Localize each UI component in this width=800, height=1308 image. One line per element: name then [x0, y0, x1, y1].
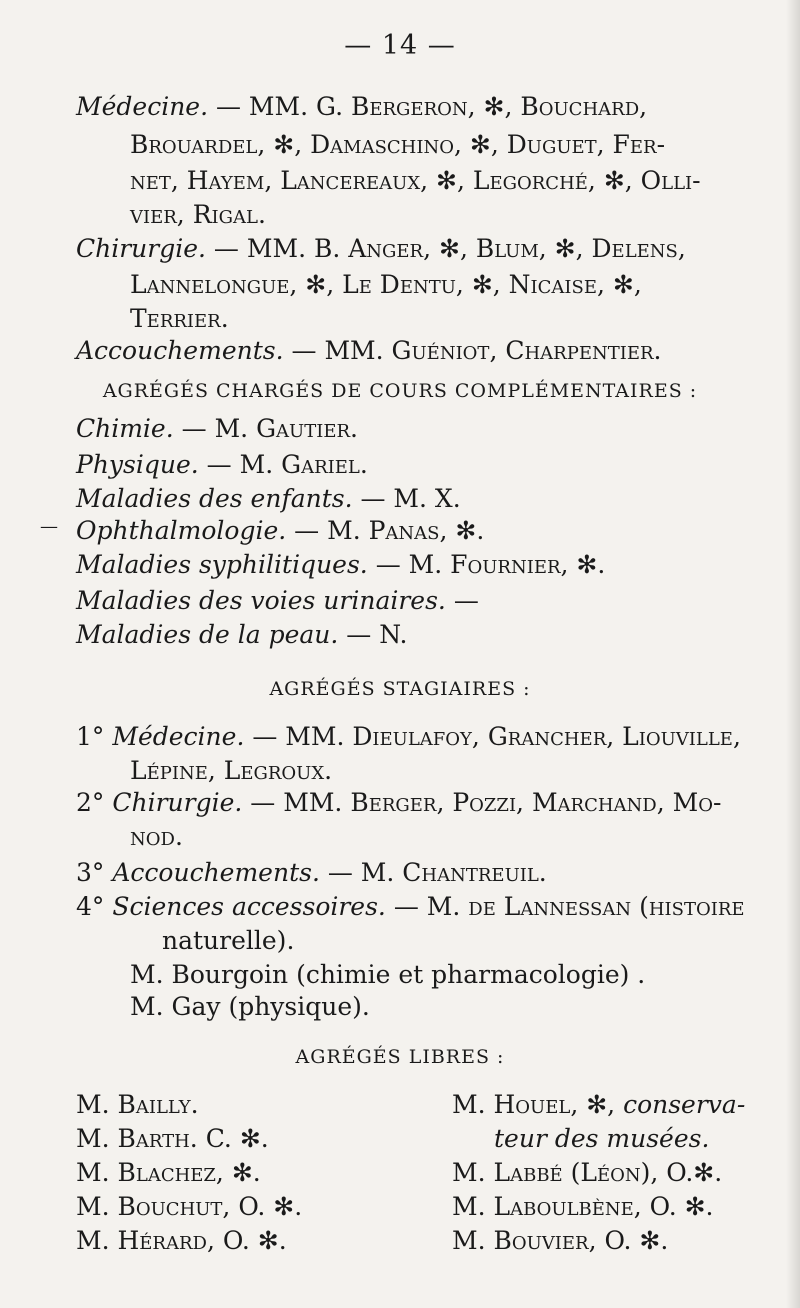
- margin-mark: —: [40, 516, 58, 537]
- libre-right-1: [452, 1088, 745, 1122]
- libre-left-3: M. Blachez, ✻.: [76, 1158, 261, 1187]
- accouchements-line: [76, 334, 661, 368]
- item-peau: [76, 618, 407, 652]
- item-value: — M. Gariel.: [206, 450, 368, 479]
- libre-right-3: M. Laboulbène, O. ✻.: [452, 1192, 714, 1221]
- item-label: Maladies des enfants.: [76, 484, 353, 513]
- chirurgie-line-1: [76, 232, 686, 266]
- chirurgie-line-3: Terrier.: [130, 304, 229, 333]
- item-urinaires: [76, 584, 479, 618]
- medecine-label: Médecine.: [76, 92, 209, 121]
- medecine-names-1: — MM. G. Bergeron, ✻, Bouchard,: [215, 92, 648, 121]
- item-value: —: [453, 586, 479, 615]
- libre-left-2: M. Barth. C. ✻.: [76, 1124, 269, 1153]
- item-number: 1°: [76, 722, 105, 751]
- accouchements-label: Accouchements.: [76, 336, 284, 365]
- chirurgie-label: Chirurgie.: [76, 234, 206, 263]
- item-value: — M. de Lannessan (histoire: [393, 892, 745, 921]
- item-value: — N.: [346, 620, 408, 649]
- libre-name: M. Houel, ✻,: [452, 1090, 616, 1119]
- item-value: — MM. Berger, Pozzi, Marchand, Mo-: [250, 788, 722, 817]
- item-label: Ophthalmologie.: [76, 516, 287, 545]
- libre-right-4: M. Bouvier, O. ✻.: [452, 1226, 669, 1255]
- accouchements-names: — MM. Guéniot, Charpentier.: [291, 336, 662, 365]
- stagiaire-sciences-line-2: M. Bourgoin (chimie et pharmacologie) .: [130, 960, 646, 989]
- item-value: — MM. Dieulafoy, Grancher, Liouville,: [252, 722, 741, 751]
- libre-left-4: M. Bouchut, O. ✻.: [76, 1192, 303, 1221]
- item-label: Physique.: [76, 450, 199, 479]
- item-label: Maladies des voies urinaires.: [76, 586, 446, 615]
- item-number: 4°: [76, 892, 105, 921]
- libre-left-1: M. Bailly.: [76, 1090, 199, 1119]
- item-syphilitiques: [76, 548, 605, 582]
- item-value: — M. Fournier, ✻.: [375, 550, 606, 579]
- medecine-line-4: vier, Rigal.: [130, 200, 266, 229]
- stagiaire-chirurgie: [76, 786, 721, 820]
- libre-right-2: M. Labbé (Léon), O.✻.: [452, 1158, 723, 1187]
- item-label: Maladies de la peau.: [76, 620, 339, 649]
- item-chimie: [76, 412, 358, 446]
- section-heading-cours: AGRÉGÉS CHARGÉS DE COURS COMPLÉMENTAIRES :: [102, 380, 698, 402]
- item-value: — M. Chantreuil.: [327, 858, 547, 887]
- stagiaire-sciences-line-3: M. Gay (physique).: [130, 992, 370, 1021]
- libre-left-5: M. Hérard, O. ✻.: [76, 1226, 287, 1255]
- page-number: — 14 —: [344, 30, 456, 61]
- libre-right-1-cont: teur des musées.: [494, 1124, 710, 1153]
- stagiaire-sciences: [76, 890, 745, 924]
- item-value: — M. X.: [360, 484, 461, 513]
- medecine-line-1: [76, 90, 647, 124]
- item-label: Maladies syphilitiques.: [76, 550, 368, 579]
- chirurgie-line-2: Lannelongue, ✻, Le Dentu, ✻, Nicaise, ✻,: [130, 270, 642, 299]
- stagiaire-accouchements: [76, 856, 547, 890]
- item-label: Chirurgie.: [112, 788, 243, 817]
- medecine-line-2: Brouardel, ✻, Damaschino, ✻, Duguet, Fer-: [130, 130, 666, 159]
- medecine-line-3: net, Hayem, Lancereaux, ✻, Legorché, ✻, Olli-: [130, 166, 701, 195]
- section-heading-libres: AGRÉGÉS LIBRES :: [295, 1046, 505, 1068]
- stagiaire-sciences-cont: naturelle).: [162, 926, 295, 955]
- item-value: — M. Panas, ✻.: [294, 516, 485, 545]
- stagiaire-chirurgie-cont: nod.: [130, 822, 183, 851]
- item-ophthalmologie: [76, 514, 484, 548]
- stagiaire-medecine-cont: Lépine, Legroux.: [130, 756, 333, 785]
- section-heading-stagiaires: AGRÉGÉS STAGIAIRES :: [269, 678, 531, 700]
- item-value: — M. Gautier.: [181, 414, 358, 443]
- item-label: Médecine.: [112, 722, 245, 751]
- chirurgie-names-1: — MM. B. Anger, ✻, Blum, ✻, Delens,: [213, 234, 686, 263]
- item-label: Sciences accessoires.: [112, 892, 386, 921]
- item-enfants: [76, 482, 461, 516]
- stagiaire-medecine: [76, 720, 741, 754]
- libre-note: conserva-: [623, 1090, 746, 1119]
- page-edge-shadow: [786, 0, 800, 1308]
- item-number: 2°: [76, 788, 105, 817]
- item-label: Chimie.: [76, 414, 174, 443]
- item-number: 3°: [76, 858, 105, 887]
- item-label: Accouchements.: [112, 858, 320, 887]
- item-physique: [76, 448, 368, 482]
